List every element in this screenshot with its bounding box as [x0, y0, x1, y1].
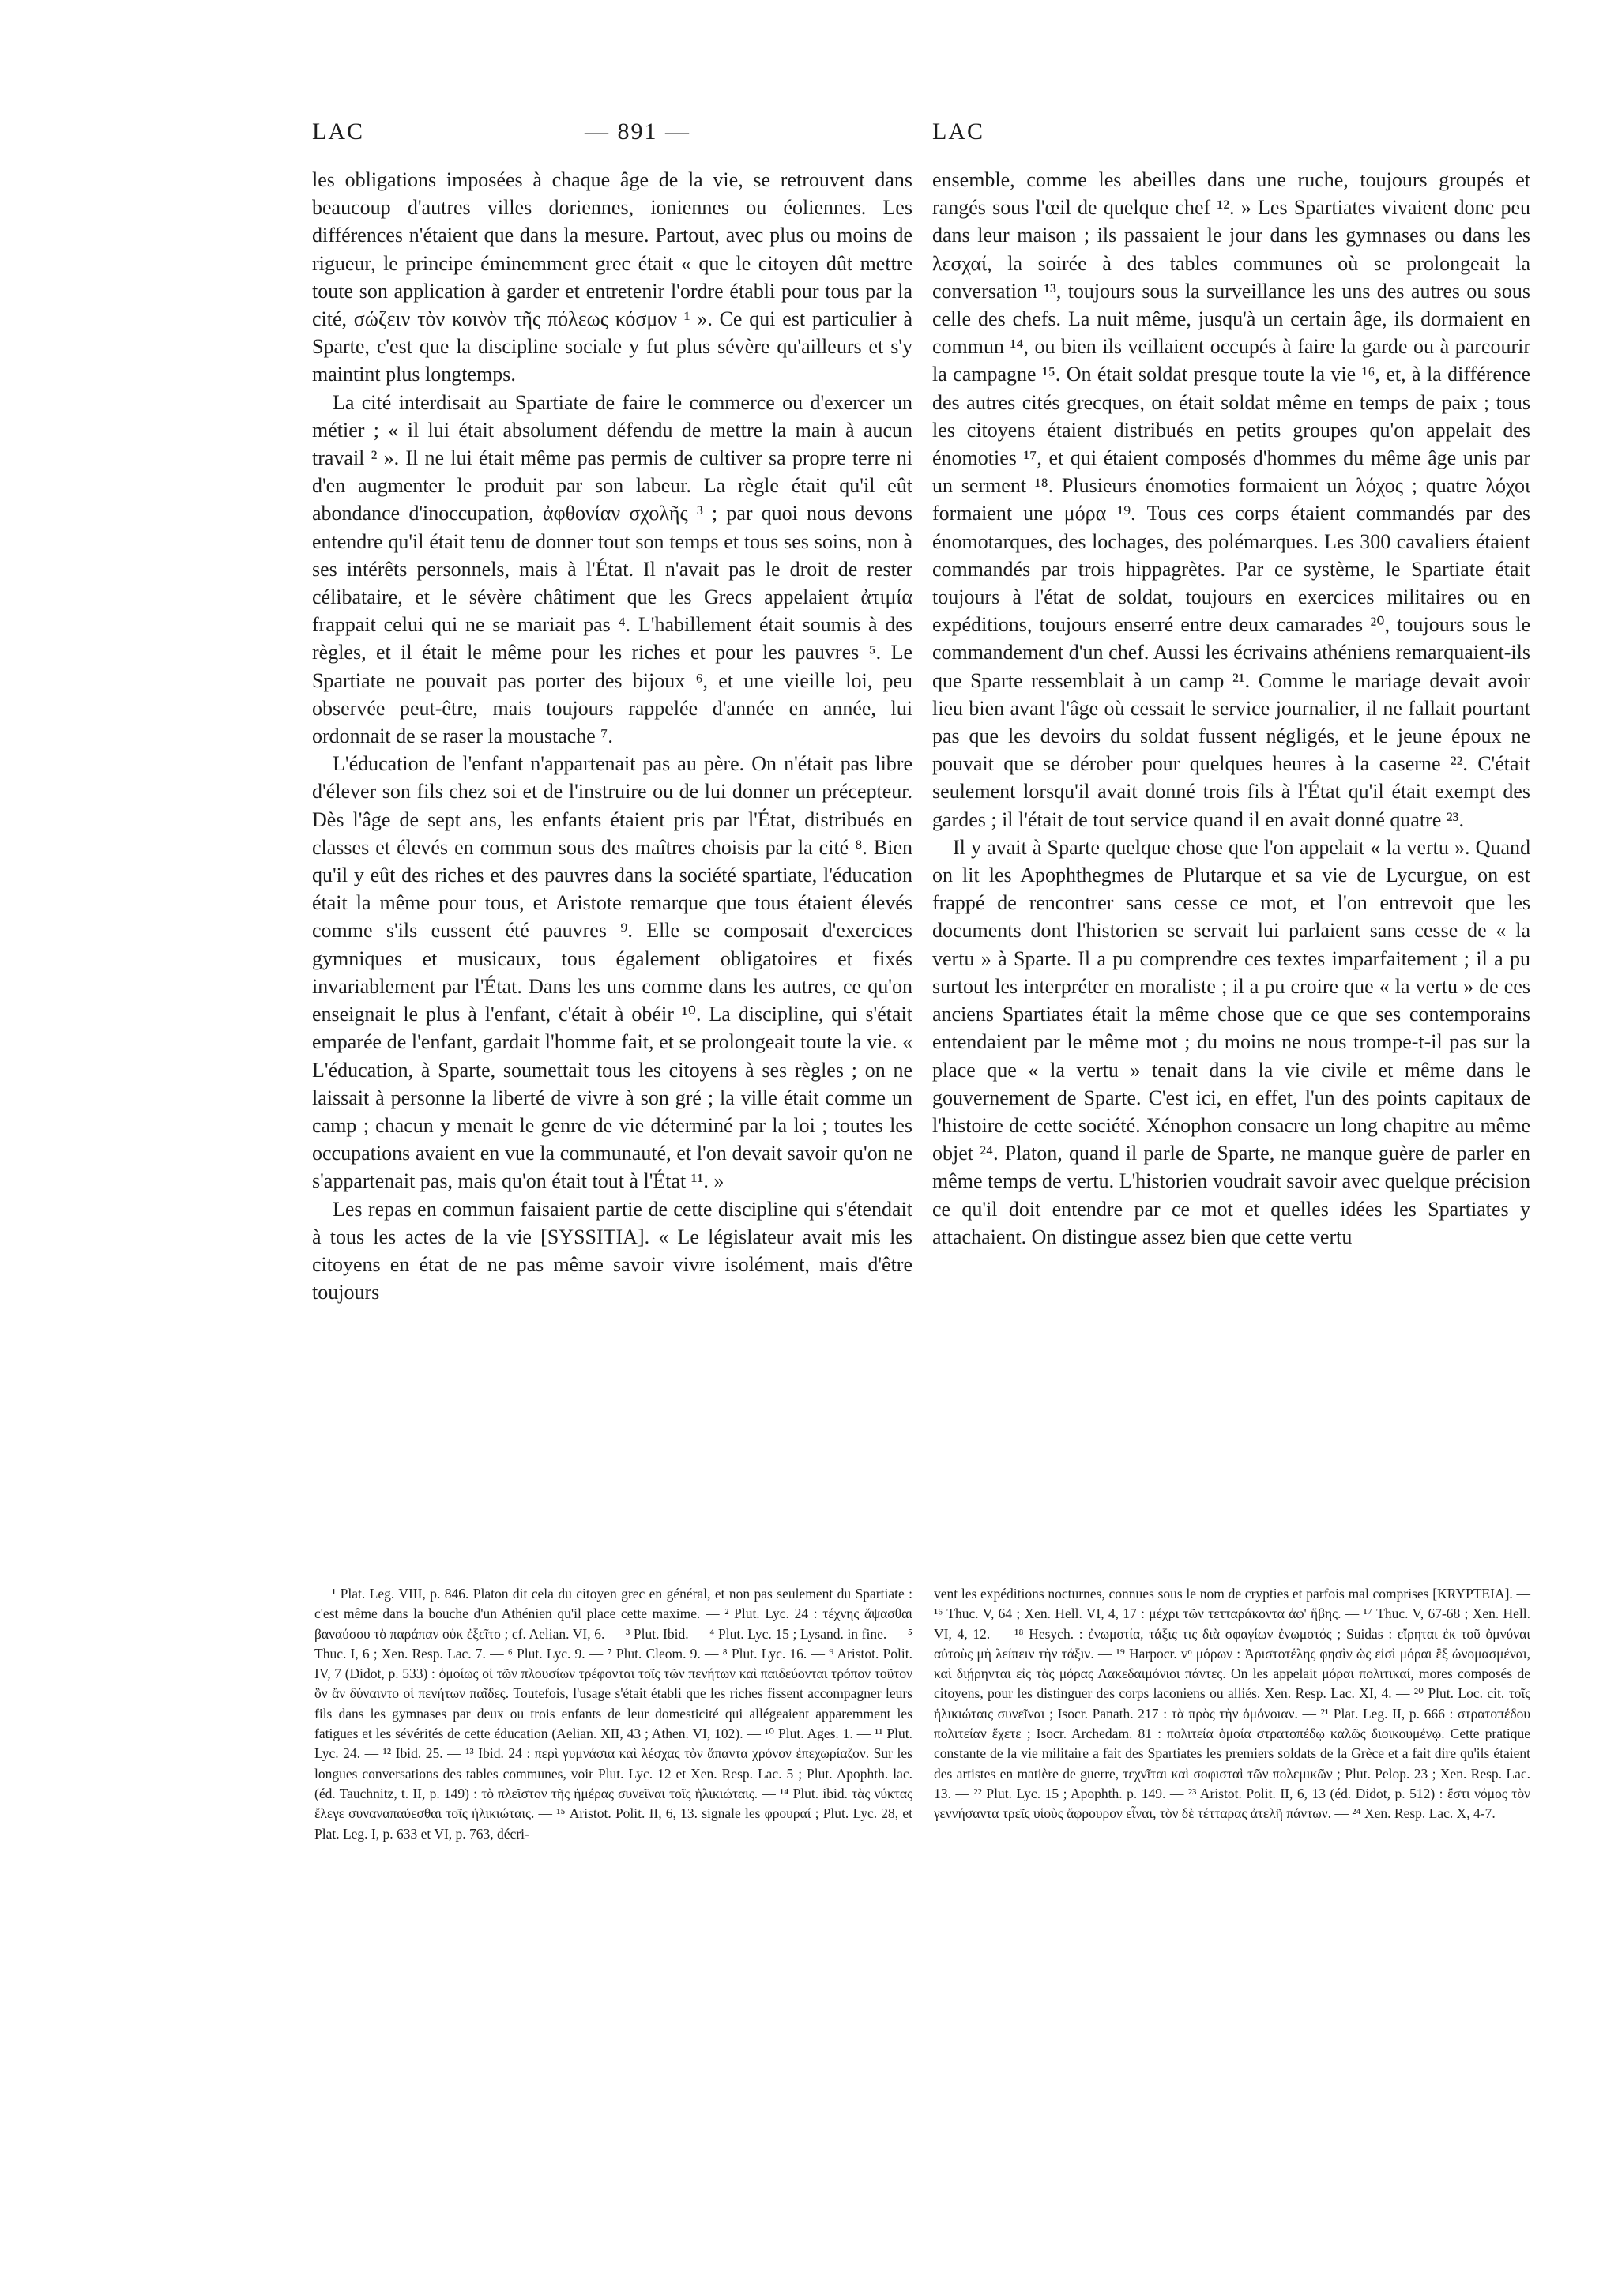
paragraph: Les repas en commun faisaient partie de cette discipline qui s'étendait à tous les actes de la vie [SYSSITIA]. « Le législateur avait mis les citoyens en état de ne pas même savoir vivre isolément, mais d'être toujours: [312, 1197, 912, 1304]
page-number: — 891 —: [585, 119, 690, 145]
running-header: [0, 119, 1618, 150]
right-text-column: [932, 166, 1530, 1251]
footnotes-right: vent les expéditions nocturnes, connues sous le nom de crypties et parfois mal comprises [KRYPTEIA]. — ¹⁶ Thuc. V, 64 ; Xen. Hell. VI, 4, 17 : μέχρι τῶν τετταράκοντα ἀφ' ἥβης. — ¹⁷ Thuc. V, 67-68 ; Xen. Hell. VI, 4, 12. — ¹⁸ Hesych. : ἐνωμοτία, τάξις τις διὰ σφαγίων ἐνωμοτός ; Suidas : εἴρηται ἐκ τοῦ ὀμνύναι αὐτοὺς μὴ λείπειν τὴν τάξιν. — ¹⁹ Harpocr. vᵒ μόρων : Ἀριστοτέλης φησὶν ὡς εἰσὶ μόραι ἓξ ὠνομασμέναι, καὶ διῄρηνται εἰς τὰς μόρας Λακεδαιμόνιοι πάντες. On les appelait μόραι πολιτικαί, mores composés de citoyens, pour les distinguer des corps laconiens ou alliés. Xen. Resp. Lac. XI, 4. — ²⁰ Plut. Loc. cit. τοῖς ἡλικιώταις συνεῖναι ; Isocr. Panath. 217 : τὰ πρὸς τὴν ὁμόνοιαν. — ²¹ Plat. Leg. II, p. 666 : στρατοπέδου πολιτείαν ἔχετε ; Isocr. Archedam. 81 : πολιτεία ὁμοία στρατοπέδῳ καλῶς διοικουμένῳ. Cette pratique constante de la vie militaire a fait des Spartiates les premiers soldats de la Grèce et a fait dire qu'ils étaient des artistes en matière de guerre, τεχνῖται καὶ σοφισταὶ τῶν πολεμικῶν ; Plut. Pelop. 23 ; Xen. Resp. Lac. 13. — ²² Plut. Lyc. 15 ; Apophth. p. 149. — ²³ Aristot. Polit. II, 6, 13 (éd. Didot, p. 512) : ἔστι νόμος τὸν γεννήσαντα τρεῖς υἱοὺς ἄφρουρον εἶναι, τὸν δὲ τέτταρας ἀτελῆ πάντων. — ²⁴ Xen. Resp. Lac. X, 4-7.: [934, 1586, 1530, 1822]
header-left-title: LAC: [312, 119, 364, 145]
footnotes-left: ¹ Plat. Leg. VIII, p. 846. Platon dit cela du citoyen grec en général, et non pas seulement du Spartiate : c'est même dans la bouche d'un Athénien qu'il place cette maxime. — ² Plut. Lyc. 24 : τέχνης ἅψασθαι βαναύσου τὸ παράπαν οὐκ ἐξεῖτο ; cf. Aelian. VI, 6. — ³ Plut. Ibid. — ⁴ Plut. Lyc. 15 ; Lysand. in fine. — ⁵ Thuc. I, 6 ; Xen. Resp. Lac. 7. — ⁶ Plut. Lyc. 9. — ⁷ Plut. Cleom. 9. — ⁸ Plut. Lyc. 16. — ⁹ Aristot. Polit. IV, 7 (Didot, p. 533) : ὁμοίως οἱ τῶν πλουσίων τρέφονται τοῖς τῶν πενήτων καὶ παιδεύονται τρόπον τοῦτον ὃν ἂν δύναιντο οἱ πενήτων παῖδες. Toutefois, l'usage s'était établi que les riches fissent accompagner leurs fils dans les gymnases par deux ou trois enfants de leur domesticité qui allégeaient apparemment les fatigues et les sévérités de cette éducation (Aelian. XII, 43 ; Athen. VI, 102). — ¹⁰ Plut. Ages. 1. — ¹¹ Plut. Lyc. 24. — ¹² Ibid. 25. — ¹³ Ibid. 24 : περὶ γυμνάσια καὶ λέσχας τὸν ἅπαντα χρόνον ἐπεχωρίαζον. Sur les longues conversations des tables communes, voir Plut. Lyc. 12 et Xen. Resp. Lac. 5 ; Plut. Apophth. lac. (éd. Tauchnitz, t. II, p. 149) : τὸ πλεῖστον τῆς ἡμέρας συνεῖναι τοῖς ἡλικιώταις. — ¹⁴ Plut. ibid. τὰς νύκτας ἔλεγε συναναπαύεσθαι τοῖς ἡλικιώταις. — ¹⁵ Aristot. Polit. II, 6, 13. signale les φρουραί ; Plut. Lyc. 28, et Plat. Leg. I, p. 633 et VI, p. 763, décri-: [314, 1586, 912, 1842]
left-text-column: [312, 166, 912, 1306]
paragraph: les obligations imposées à chaque âge de la vie, se retrouvent dans beaucoup d'autres villes doriennes, ioniennes ou éoliennes. Les différences n'étaient que dans la mesure. Partout, avec plus ou moins de rigueur, le principe éminemment grec était « que le citoyen dût mettre toute son application à garder et entretenir l'ordre établi pour tous par la cité, σώζειν τὸν κοινὸν τῆς πόλεως κόσμον ¹ ». Ce qui est particulier à Sparte, c'est que la discipline sociale y fut plus sévère qu'ailleurs et s'y maintint plus longtemps.: [312, 168, 912, 386]
header-right-title: LAC: [932, 119, 984, 145]
paragraph: ensemble, comme les abeilles dans une ruche, toujours groupés et rangés sous l'œil de quelque chef ¹². » Les Spartiates vivaient donc peu dans leur maison ; ils passaient le jour dans les gymnases ou dans les λεσχαί, la soirée à des tables communes où se prolongeait la conversation ¹³, toujours sous la surveillance les uns des autres ou sous celle des chefs. La nuit même, jusqu'à un certain âge, ils dormaient en commun ¹⁴, ou bien ils veillaient occupés à faire la garde ou à parcourir la campagne ¹⁵. On était soldat presque toute la vie ¹⁶, et, à la différence des autres cités grecques, on était soldat même en temps de paix ; tous les citoyens étaient distribués en petits groupes qu'on appelait des énomoties ¹⁷, et qui étaient composés d'hommes du même âge unis par un serment ¹⁸. Plusieurs énomoties formaient un λόχος ; quatre λόχοι formaient une μόρα ¹⁹. Tous ces corps étaient commandés par des énomotarques, des lochages, des polémarques. Les 300 cavaliers étaient commandés par trois hippagrètes. Par ce système, le Spartiate était toujours à l'état de soldat, toujours en exercices militaires ou en expéditions, toujours enserré entre deux camarades ²⁰, toujours sous le commandement d'un chef. Aussi les écrivains athéniens remarquaient-ils que Sparte ressemblait à un camp ²¹. Comme le mariage devait avoir lieu bien avant l'âge où cessait le service journalier, il ne fallait pourtant pas que les devoirs du soldat fussent négligés, et le jeune époux ne pouvait que se dérober pour quelques heures à la caserne ²². C'était seulement lorsqu'il avait donné trois fils à l'État qu'il était exempt des gardes ; il l'était de tout service quand il en avait donné quatre ²³.: [932, 168, 1530, 831]
paragraph: La cité interdisait au Spartiate de faire le commerce ou d'exercer un métier ; « il lui était absolument défendu de mettre la main à aucun travail ² ». Il ne lui était même pas permis de cultiver sa propre terre ni d'en augmenter le produit par son labeur. La règle était qu'il eût abondance d'inoccupation, ἀφθονίαν σχολῆς ³ ; par quoi nous devons entendre qu'il était tenu de donner tout son temps et tous ses soins, non à ses intérêts personnels, mais à l'État. Il n'avait pas le droit de rester célibataire, et le sévère châtiment que les Grecs appelaient ἀτιμία frappait celui qui ne se mariait pas ⁴. L'habillement était soumis à des règles, et il était le même pour les riches et pour les pauvres ⁵. Le Spartiate ne pouvait pas porter des bijoux ⁶, et une vieille loi, peu observée peut-être, mais toujours rappelée d'année en année, lui ordonnait de se raser la moustache ⁷.: [312, 390, 912, 748]
paragraph: Il y avait à Sparte quelque chose que l'on appelait « la vertu ». Quand on lit les Apophthegmes de Plutarque et sa vie de Lycurgue, on est frappé de rencontrer sans cesse ce mot, et l'on entrevoit que les documents dont l'historien se servait lui parlaient sans cesse de « la vertu » à Sparte. Il a pu comprendre ces textes imparfaitement ; il a pu surtout les interpréter en moraliste ; il a pu croire que « la vertu » de ces anciens Spartiates était la même chose que ce que ses contemporains entendaient par le même mot ; du moins ne nous trompe-t-il pas sur la place que « la vertu » tenait dans la vie civile et même dans le gouvernement de Sparte. C'est ici, en effet, l'un des points capitaux de l'histoire de cette société. Xénophon consacre un long chapitre au même objet ²⁴. Platon, quand il parle de Sparte, ne manque guère de parler en même temps de vertu. L'historien voudrait savoir avec quelque précision ce qu'il doit entendre par ce mot et quelles idées les Spartiates y attachaient. On distingue assez bien que cette vertu: [932, 835, 1530, 1248]
paragraph: L'éducation de l'enfant n'appartenait pas au père. On n'était pas libre d'élever son fils chez soi et de l'instruire ou de lui donner un précepteur. Dès l'âge de sept ans, les enfants étaient pris par l'État, distribués en classes et élevés en commun sous des maîtres choisis par la cité ⁸. Bien qu'il y eût des riches et des pauvres dans la société spartiate, l'éducation était la même pour tous, et Aristote remarque que tous étaient élevés comme s'ils eussent été pauvres ⁹. Elle se composait d'exercices gymniques et musicaux, tous également obligatoires et fixés invariablement par l'État. Dans les uns comme dans les autres, ce qu'on enseignait le plus à l'enfant, c'était à obéir ¹⁰. La discipline, qui s'était emparée de l'enfant, gardait l'homme fait, et se prolongeait toute la vie. « L'éducation, à Sparte, soumettait tous les citoyens à ses règles ; on ne laissait à personne la liberté de vivre à son gré ; la ville était comme un camp ; chacun y menait le genre de vie déterminé par la loi ; toutes les occupations avaient en vue la communauté, et l'on devait savoir qu'on ne s'appartenait pas, mais qu'on était tout à l'État ¹¹. »: [312, 752, 912, 1193]
